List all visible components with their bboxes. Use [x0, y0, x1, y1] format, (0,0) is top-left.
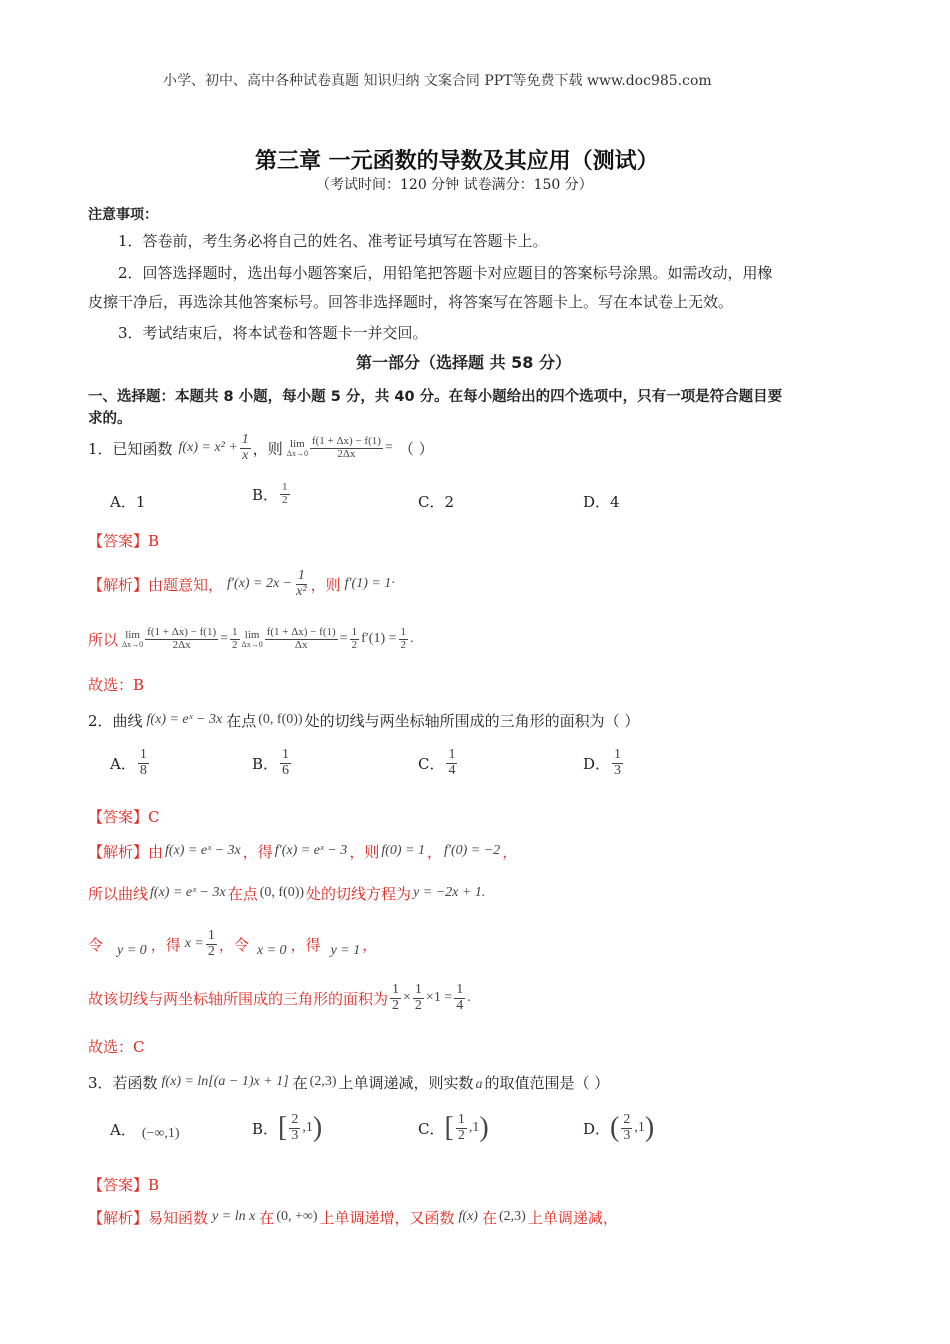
q3-analysis-1: 【解析】 易知函数 y = ln x 在 (0, +∞) 上单调递增，又函数 f(x) 在 (2,3) 上单调递减，	[88, 1208, 618, 1227]
q2-analysis-1: 【解析】 由 f(x) = eˣ − 3x ，得 f′(x) = eˣ − 3 ，则 f(0) = 1 ， f′(0) = −2 ，	[88, 842, 518, 861]
q1-function: f(x) = x² +	[178, 440, 238, 455]
q1-option-b[interactable]: B． $\frac{1}{2}$	[252, 481, 288, 506]
q2-option-c[interactable]: C． $\frac{1}{4}$	[418, 747, 456, 778]
q1-conclusion: 故选：B	[88, 676, 145, 694]
q1-function-frac: $\frac{1}{x}$	[241, 431, 249, 463]
q1-analysis-1: 【解析】 由题意知， f′(x) = 2x − $\frac{1}{\text{x²}}$ ，则 f′(1) = 1·	[88, 567, 395, 599]
q2-option-d[interactable]: D． $\frac{1}{3}$	[583, 747, 622, 778]
page-subtitle: （考试时间：120 分钟 试卷满分：150 分）	[316, 177, 593, 193]
q1-blank: （ ）	[398, 439, 434, 458]
q1-option-d[interactable]: D．4	[583, 493, 620, 511]
part-title: 第一部分（选择题 共 58 分）	[356, 353, 571, 372]
q2-answer: 【答案】C	[88, 808, 160, 826]
site-header: 小学、初中、高中各种试卷真题 知识归纳 文案合同 PPT等免费下载 www.doc985.com	[163, 73, 712, 89]
q2-option-b[interactable]: B． $\frac{1}{6}$	[252, 747, 290, 778]
q1-lim-frac: $\frac{f(1 + \Delta x) - f(1)}{2\Delta x}$	[311, 434, 381, 460]
page-title: 第三章 一元函数的导数及其应用（测试）	[255, 149, 659, 174]
q2-option-a[interactable]: A． $\frac{1}{8}$	[110, 747, 147, 778]
note-2-cont: 皮擦干净后，再选涂其他答案标号。回答非选择题时，将答案写在答题卡上。写在本试卷上无效。	[88, 293, 734, 311]
notes-heading: 注意事项：	[88, 207, 158, 223]
q3-option-a[interactable]: A． (−∞,1)	[110, 1120, 180, 1141]
question-1: 1．已知函数 f(x) = x² + $\frac{1}{x}$ ，则 lim Δx→0 $\frac{f(1 + \Delta x) - f(1)}{2\Delta x}$ = （ ）	[88, 431, 434, 463]
q1-lim: lim Δx→0	[286, 437, 308, 458]
q2-analysis-4: 故该切线与两坐标轴所围成的三角形的面积为 $\frac{1}{2}$ × $\frac{1}{2}$ ×1 = $\frac{1}{4}$ .	[88, 981, 471, 1013]
q2-analysis-3: 令 y = 0 ，得 x = $\frac{1}{2}$ ，令 x = 0 ，得 y = 1 ，	[88, 927, 378, 959]
question-3: 3．若函数 f(x) = ln[(a − 1)x + 1] 在 (2,3) 上单调递减，则实数 a 的取值范围是（ ）	[88, 1073, 610, 1092]
q1-answer: 【答案】B	[88, 532, 160, 550]
q3-option-d[interactable]: D． ( $\frac{2}{3}$ ,1 )	[583, 1111, 655, 1143]
q1-option-c[interactable]: C．2	[418, 493, 455, 511]
q3-answer: 【答案】B	[88, 1176, 160, 1194]
q2-analysis-2: 所以曲线 f(x) = eˣ − 3x 在点 (0, f(0)) 处的切线方程为 y = −2x + 1.	[88, 884, 486, 903]
q2-conclusion: 故选：C	[88, 1038, 145, 1056]
question-2: 2．曲线 f(x) = eˣ − 3x 在点 (0, f(0)) 处的切线与两坐标轴所围成的三角形的面积为（ ）	[88, 711, 640, 730]
note-3: 3．考试结束后，将本试卷和答题卡一并交回。	[118, 324, 428, 342]
q1-option-a[interactable]: A．1	[110, 493, 146, 511]
note-1: 1．答卷前，考生务必将自己的姓名、准考证号填写在答题卡上。	[118, 232, 548, 250]
q3-option-b[interactable]: B． [ $\frac{2}{3}$ ,1 )	[252, 1111, 323, 1143]
q1-connector: ，则	[252, 439, 283, 458]
q1-analysis-2: 所以 lim Δx→0 $\frac{f(1 + \Delta x) - f(1)}{2\Delta x}$ = $\frac{1}{2}$ lim Δx→0 $\frac{f(1 + \Delta x) - f(1)}{\Delta x}$ = $\frac{1}{2}$ f′(1) = $\frac{1}{2}$ .	[88, 625, 414, 651]
question-1-prefix: 1．已知函数	[88, 439, 173, 458]
q3-option-c[interactable]: C． [ $\frac{1}{2}$ ,1 )	[418, 1111, 489, 1143]
section-heading-cont: 求的。	[88, 411, 132, 427]
section-heading: 一、选择题：本题共 8 小题，每小题 5 分，共 40 分。在每小题给出的四个选项中，只有一项是符合题目要	[88, 389, 783, 405]
note-2: 2．回答选择题时，选出每小题答案后，用铅笔把答题卡对应题目的答案标号涂黑。如需改动，用橡	[118, 264, 773, 282]
